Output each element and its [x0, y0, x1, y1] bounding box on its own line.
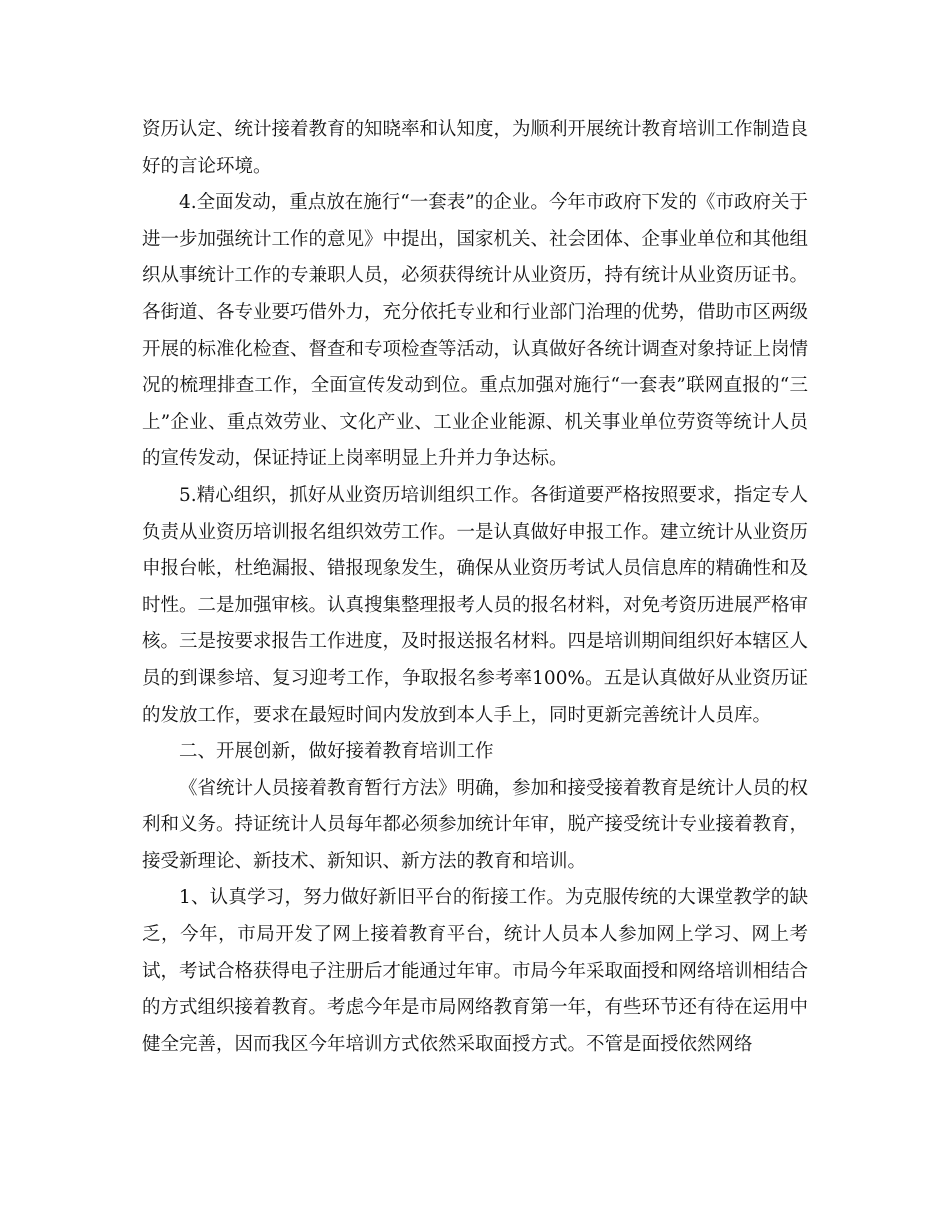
paragraph-item-5: 5.精心组织，抓好从业资历培训组织工作。各街道要严格按照要求，指定专人负责从业资历培训报名组织效劳工作。一是认真做好申报工作。建立统计从业资历申报台帐，杜绝漏报、错报现象发生，确保从业资历考试人员信息库的精确性和及时性。二是加强审核。认真搜集整理报考人员的报名材料，对免考资历进展严格审核。三是按要求报告工作进度，及时报送报名材料。四是培训期间组织好本辖区人员的到课参培、复习迎考工作，争取报名参考率100%。五是认真做好从业资历证的发放工作，要求在最短时间内发放到本人手上，同时更新完善统计人员库。 — [142, 484, 809, 726]
paragraph-item-4: 4.全面发动，重点放在施行“一套表”的企业。今年市政府下发的《市政府关于进一步加强统计工作的意见》中提出，国家机关、社会团体、企事业单位和其他组织从事统计工作的专兼职人员，必须获得统计从业资历，持有统计从业资历证书。各街道、各专业要巧借外力，充分依托专业和行业部门治理的优势，借助市区两级开展的标准化检查、督查和专项检查等活动，认真做好各统计调查对象持证上岗情况的梳理排查工作，全面宣传发动到位。重点加强对施行“一套表”联网直报的“三上”企业、重点效劳业、文化产业、工业企业能源、机关事业单位劳资等统计人员的宣传发动，保证持证上岗率明显上升并力争达标。 — [142, 192, 809, 470]
section-heading-2: 二、开展创新，做好接着教育培训工作 — [179, 741, 494, 763]
document-page — [142, 112, 808, 1063]
paragraph-continuation: 资历认定、统计接着教育的知晓率和认知度，为顺利开展统计教育培训工作制造良好的言论环境。 — [142, 119, 809, 177]
paragraph-item-1: 1、认真学习，努力做好新旧平台的衔接工作。为克服传统的大课堂教学的缺乏，今年，市局开发了网上接着教育平台，统计人员本人参加网上学习、网上考试，考试合格获得电子注册后才能通过年审。市局今年采取面授和网络培训相结合的方式组织接着教育。考虑今年是市局网络教育第一年，有些环节还有待在运用中健全完善，因而我区今年培训方式依然采取面授方式。不管是面授依然网络 — [142, 887, 809, 1055]
paragraph-regulation: 《省统计人员接着教育暂行方法》明确，参加和接受接着教育是统计人员的权利和义务。持证统计人员每年都必须参加统计年审，脱产接受统计专业接着教育，接受新理论、新技术、新知识、新方法的教育和培训。 — [142, 777, 809, 872]
